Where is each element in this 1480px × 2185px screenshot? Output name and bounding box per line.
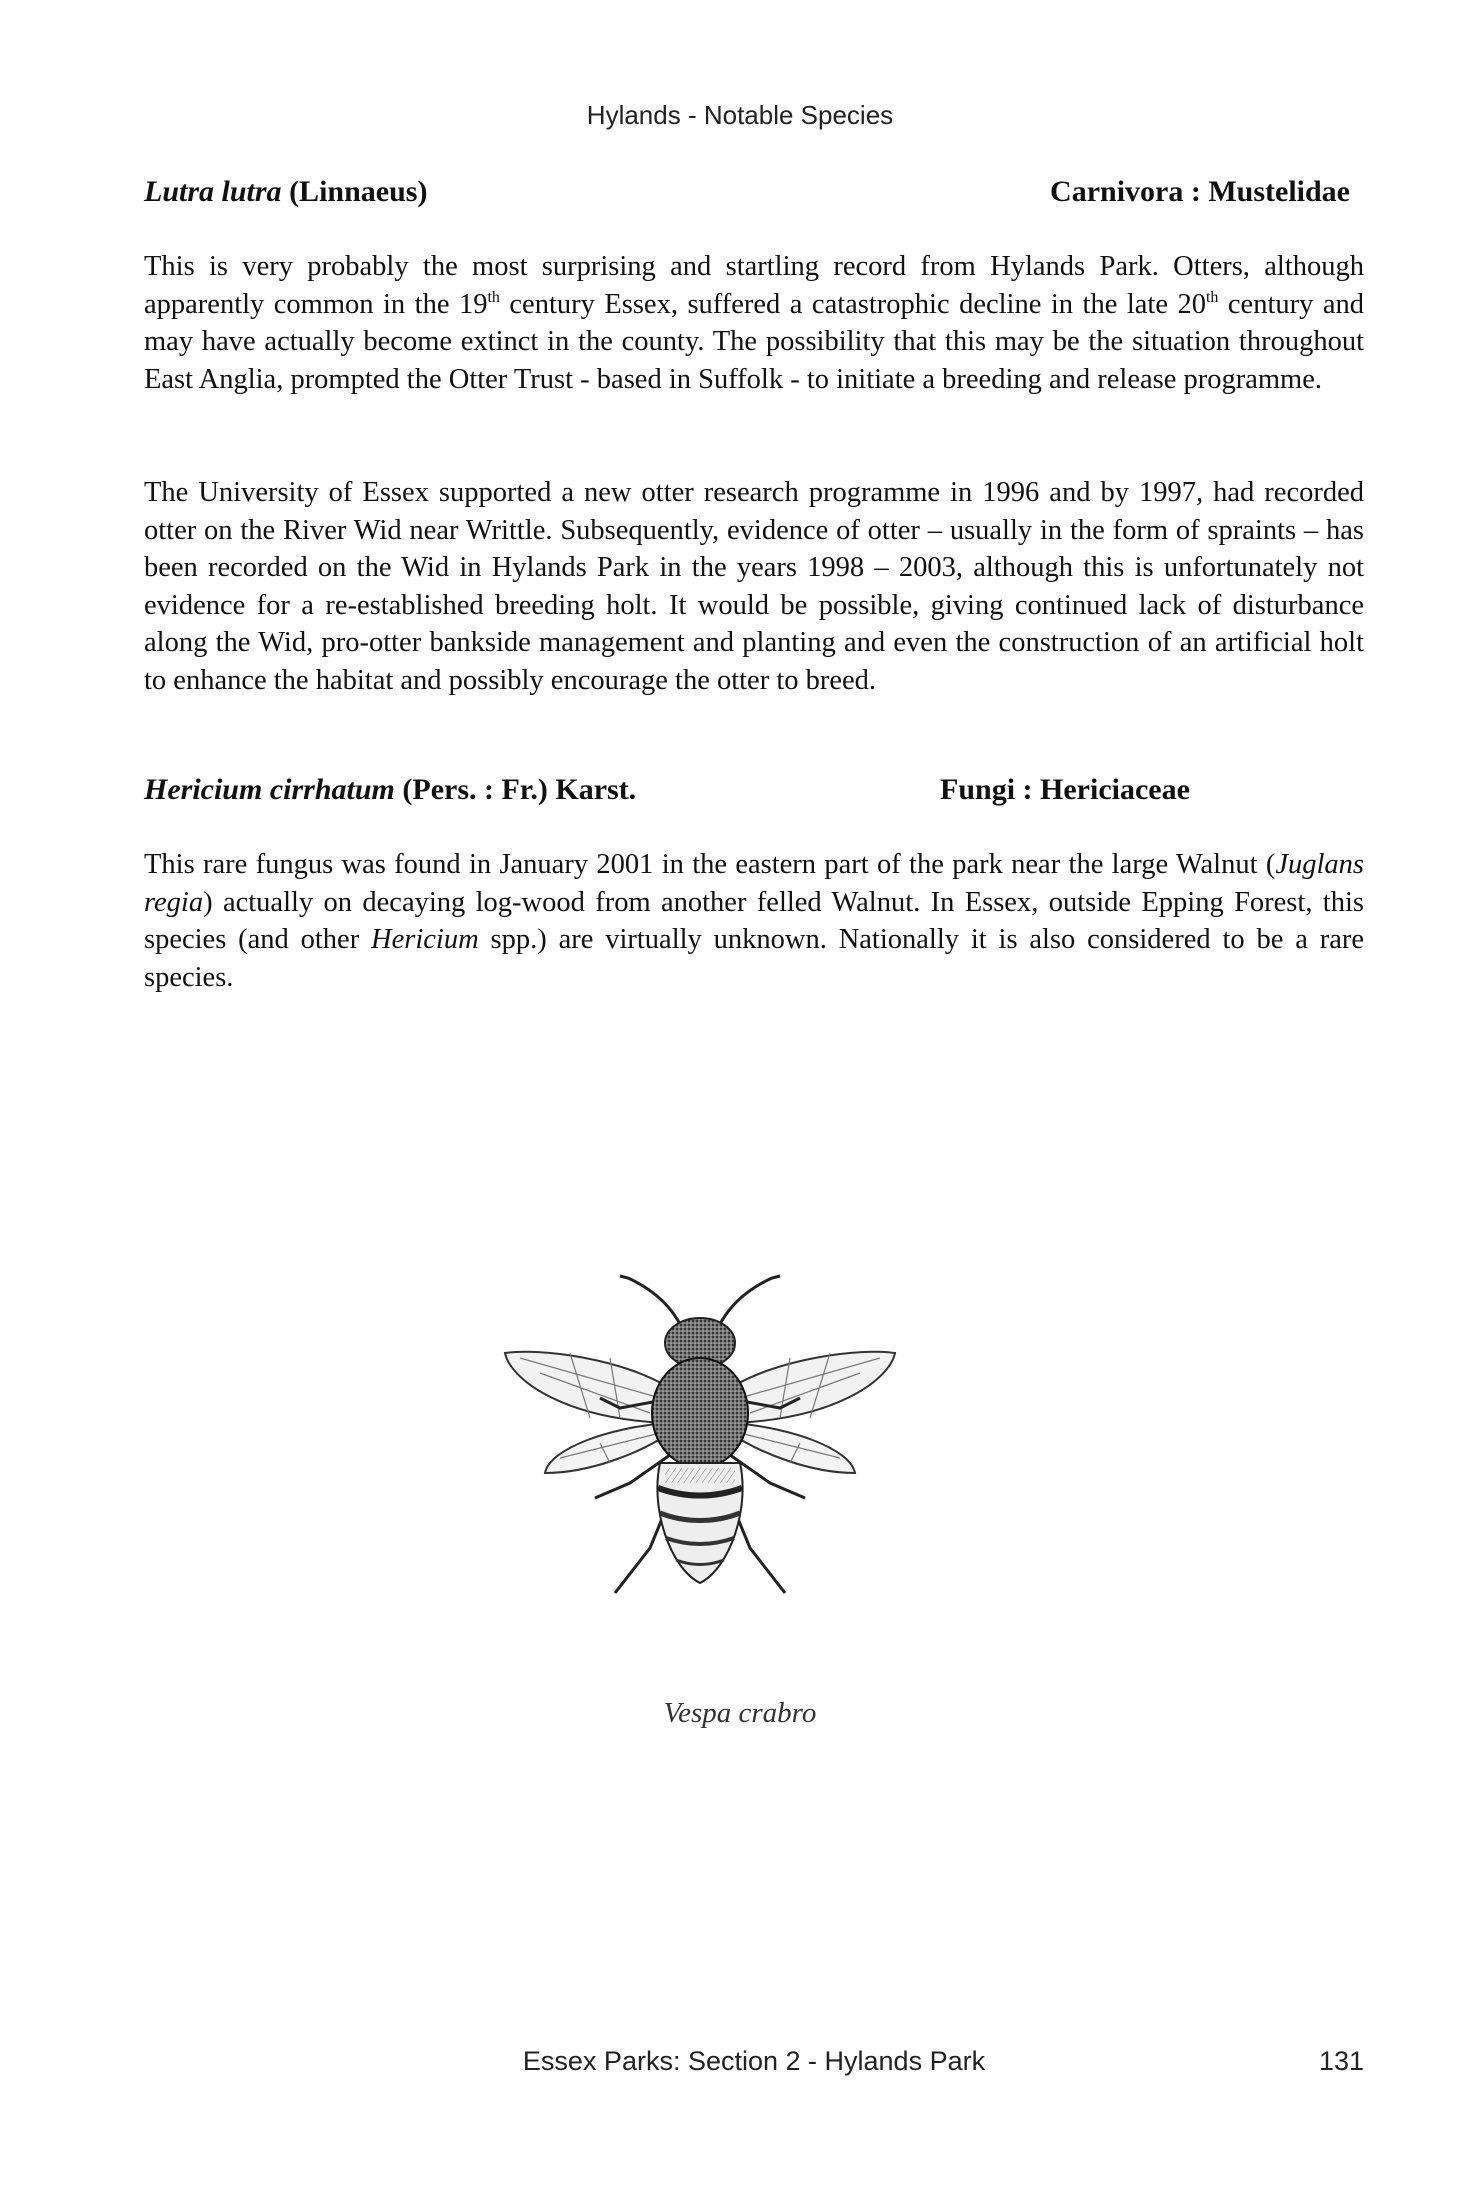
text-run: century and may have actually become extinct in the county. The possibility that this may be the situation throughout East Anglia, prompted the Otter Trust - based in Suffolk - to initiate a breeding and release programme. [144, 288, 1364, 395]
species-heading-hericium [144, 773, 1358, 807]
page-number: 131 [1318, 2046, 1364, 2076]
text-run: This is very probably the most surprising and startling record from Hylands Park. Otters, although apparently common in the 19 [144, 251, 1364, 320]
authority: (Linnaeus) [281, 175, 428, 208]
otter-paragraph-1 [144, 248, 1364, 398]
scientific-name: Lutra lutra [144, 175, 282, 208]
text-run: century Essex, suffered a catastrophic decline in the late 20 [499, 288, 1206, 320]
italic-name: Juglans regia [144, 849, 1364, 918]
otter-paragraph-2: The University of Essex supported a new otter research programme in 1996 and by 1997, had recorded otter on the River Wid near Writtle. Subsequently, evidence of otter – usually in the form of spraints – has been recorded on the Wid in Hylands Park in the years 1998 – 2003, although this is unfortunately not evidence for a re-established breeding holt. It would be possible, giving continued lack of disturbance along the Wid, pro-otter bankside management and planting and even the construction of an artificial holt to enhance the habitat and possibly encourage the otter to breed. [144, 477, 1364, 696]
figure-caption: Vespa crabro [663, 1697, 817, 1729]
text-run: ) actually on decaying log-wood from another felled Walnut. In Essex, outside Epping Forest, this species (and other [144, 886, 1364, 956]
footer-title: Essex Parks: Section 2 - Hylands Park [522, 2046, 986, 2076]
text-run: This rare fungus was found in January 2001 in the eastern part of the park near the large Walnut ( [144, 849, 1276, 880]
hornet-illustration [500, 1248, 900, 1648]
text-run: spp.) are virtually unknown. Nationally it is also considered to be a rare species. [144, 924, 1364, 993]
hericium-paragraph [144, 846, 1364, 996]
scientific-name: Hericium cirrhatum [144, 773, 395, 806]
superscript: th [487, 288, 500, 306]
classification: Carnivora : Mustelidae [1050, 175, 1350, 208]
running-header: Hylands - Notable Species [586, 100, 894, 130]
classification: Fungi : Hericiaceae [940, 773, 1190, 806]
authority: (Pers. : Fr.) Karst. [394, 773, 637, 806]
italic-name: Hericium [371, 924, 479, 956]
species-heading-otter [144, 175, 1358, 209]
superscript: th [1205, 288, 1219, 306]
